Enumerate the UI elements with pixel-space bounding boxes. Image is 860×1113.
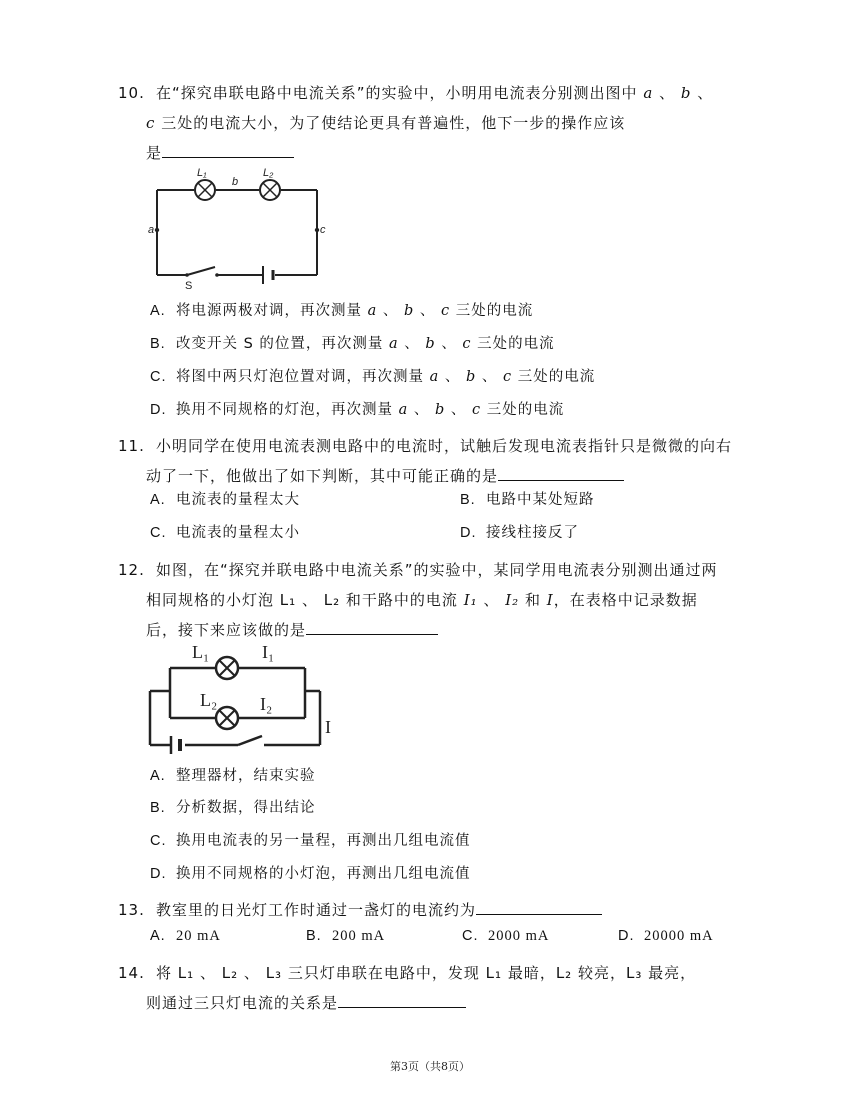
question-text: 三只灯串联在电路中，发现: [287, 964, 480, 982]
option-b[interactable]: [460, 490, 595, 510]
separator: 、: [483, 591, 500, 609]
question-number: 11.: [118, 437, 145, 455]
option-text: 20 mA: [176, 928, 221, 944]
option-text: 改变开关 S 的位置，再次测量: [176, 336, 384, 352]
separator: 、: [413, 402, 430, 418]
var-a: a: [643, 84, 654, 102]
var-a: a: [367, 303, 378, 319]
option-text: 电路中某处短路: [486, 492, 595, 508]
question-text: 则通过三只灯电流的关系是: [146, 994, 339, 1012]
option-label: B.: [306, 928, 322, 944]
symbol-l3: L₃: [265, 964, 283, 982]
question-text: ，在表格中记录数据: [553, 591, 698, 609]
option-a[interactable]: [150, 490, 300, 510]
option-c[interactable]: [150, 367, 595, 387]
question-10: [118, 78, 778, 168]
question-14: [118, 958, 778, 1018]
option-text: 换用不同规格的灯泡，再次测量: [176, 402, 393, 418]
option-a[interactable]: [150, 766, 316, 786]
question-text: 最亮，: [648, 964, 697, 982]
question-number: 14.: [118, 964, 145, 982]
option-label: B.: [460, 492, 476, 508]
separator: 、: [419, 303, 436, 319]
option-text: 接线柱接反了: [486, 525, 579, 541]
option-c[interactable]: [150, 523, 300, 543]
option-text: 三处的电流: [486, 402, 565, 418]
option-label: C.: [150, 833, 167, 849]
option-label: D.: [618, 928, 635, 944]
lamp-l1-icon: [195, 180, 215, 200]
var-a: a: [398, 402, 409, 418]
option-label: A.: [150, 928, 166, 944]
option-text: 20000 mA: [644, 928, 714, 944]
option-label: C.: [150, 525, 167, 541]
var-c: c: [146, 114, 156, 132]
question-text: 和干路中的电流: [345, 591, 458, 609]
option-text: 换用不同规格的小灯泡，再测出几组电流值: [176, 866, 471, 882]
question-text: 是: [146, 144, 163, 162]
answer-blank[interactable]: [476, 897, 602, 915]
question-text: 小明同学在使用电流表测电路中的电流时，试触后发现电流表指针只是微微的向右: [156, 437, 733, 455]
option-text: 将电源两极对调，再次测量: [176, 303, 362, 319]
symbol-l2: L₂: [555, 964, 573, 982]
option-label: D.: [460, 525, 477, 541]
question-number: 13.: [118, 901, 145, 919]
label-i1: I₁: [262, 642, 275, 662]
question-text: 三处的电流大小，为了使结论更具有普遍性，他下一步的操作应该: [161, 114, 626, 132]
symbol-l1: L₁: [485, 964, 503, 982]
option-text: 电流表的量程太小: [176, 525, 300, 541]
var-a: a: [389, 336, 399, 352]
separator: 、: [301, 591, 318, 609]
option-text: 2000 mA: [488, 928, 550, 944]
label-l2: L₂: [263, 167, 274, 179]
symbol-l2: L₂: [323, 591, 341, 609]
var-b: b: [425, 336, 436, 352]
separator: 、: [444, 369, 461, 385]
option-a[interactable]: [150, 926, 221, 946]
option-text: 三处的电流: [477, 336, 555, 352]
question-11: [118, 431, 778, 491]
symbol-i1: I₁: [463, 591, 478, 609]
option-b[interactable]: [150, 334, 555, 354]
option-d[interactable]: [150, 864, 471, 884]
var-c: c: [503, 369, 513, 385]
option-label: C.: [150, 369, 167, 385]
option-label: D.: [150, 402, 167, 418]
question-number: 10.: [118, 84, 145, 102]
var-b: b: [434, 402, 446, 418]
var-b: b: [465, 369, 477, 385]
question-text: 后，接下来应该做的是: [146, 621, 307, 639]
option-text: 三处的电流: [517, 369, 596, 385]
option-label: D.: [150, 866, 167, 882]
parallel-circuit-figure: [140, 638, 340, 758]
label-s: S: [185, 280, 193, 292]
question-text: 相同规格的小灯泡: [146, 591, 275, 609]
option-label: A.: [150, 303, 166, 319]
question-text: 较亮，: [577, 964, 626, 982]
option-text: 200 mA: [332, 928, 386, 944]
option-b[interactable]: [150, 798, 316, 818]
var-c: c: [462, 336, 472, 352]
separator: 、: [243, 964, 260, 982]
label-a: a: [148, 224, 155, 236]
option-d[interactable]: [460, 523, 579, 543]
symbol-i: I: [546, 591, 554, 609]
question-text: 教室里的日光灯工作时通过一盏灯的电流约为: [156, 901, 477, 919]
var-a: a: [429, 369, 440, 385]
lamp-l2-icon: [260, 180, 280, 200]
option-c[interactable]: [462, 926, 549, 946]
option-label: A.: [150, 768, 166, 784]
separator: 、: [659, 84, 676, 102]
var-b: b: [403, 303, 415, 319]
option-d[interactable]: [150, 400, 564, 420]
separator: 、: [697, 84, 714, 102]
label-l1: L₁: [197, 167, 207, 179]
option-b[interactable]: [306, 926, 385, 946]
series-circuit-figure: [145, 165, 330, 292]
option-label: B.: [150, 800, 166, 816]
option-d[interactable]: [618, 926, 714, 946]
var-b: b: [680, 84, 692, 102]
separator: 、: [404, 336, 420, 352]
option-text: 分析数据，得出结论: [176, 800, 316, 816]
question-text: 将: [156, 964, 173, 982]
separator: 、: [382, 303, 399, 319]
question-text: 最暗，: [507, 964, 556, 982]
label-i2: I₂: [260, 694, 273, 714]
symbol-l1: L₁: [279, 591, 297, 609]
option-a[interactable]: [150, 301, 533, 321]
symbol-l2: L₂: [221, 964, 239, 982]
question-text: 动了一下，他做出了如下判断，其中可能正确的是: [146, 467, 499, 485]
answer-blank[interactable]: [162, 140, 294, 158]
separator: 、: [441, 336, 457, 352]
answer-blank[interactable]: [338, 990, 466, 1008]
option-text: 整理器材，结束实验: [176, 768, 316, 784]
question-text: 如图，在“探究并联电路中电流关系”的实验中，某同学用电流表分别测出通过两: [156, 561, 718, 579]
separator: 、: [481, 369, 498, 385]
question-number: 12.: [118, 561, 145, 579]
option-label: B.: [150, 336, 166, 352]
separator: 、: [199, 964, 216, 982]
question-text: 在“探究串联电路中电流关系”的实验中，小明用电流表分别测出图中: [156, 84, 638, 102]
symbol-l3: L₃: [626, 964, 643, 982]
page-footer: 第3页（共8页）: [390, 1060, 470, 1073]
label-l1: L₁: [192, 642, 210, 662]
label-c: c: [320, 224, 326, 236]
lamp-l1-icon: [216, 657, 238, 679]
symbol-i2: I₂: [505, 591, 520, 609]
question-text: 和: [524, 591, 541, 609]
option-label: C.: [462, 928, 479, 944]
answer-blank[interactable]: [498, 463, 624, 481]
option-text: 换用电流表的另一量程，再测出几组电流值: [176, 833, 471, 849]
option-c[interactable]: [150, 831, 471, 851]
option-text: 电流表的量程太大: [176, 492, 300, 508]
battery-icon: [171, 736, 180, 754]
answer-blank[interactable]: [306, 617, 438, 635]
var-c: c: [472, 402, 482, 418]
question-12: [118, 555, 778, 645]
option-label: A.: [150, 492, 166, 508]
separator: 、: [450, 402, 467, 418]
option-text: 将图中两只灯泡位置对调，再次测量: [176, 369, 424, 385]
lamp-l2-icon: [216, 707, 238, 729]
var-c: c: [441, 303, 451, 319]
option-text: 三处的电流: [455, 303, 534, 319]
label-i: I: [325, 717, 331, 737]
question-13: [118, 895, 778, 925]
battery-icon: [263, 266, 273, 284]
label-l2: L₂: [200, 690, 218, 710]
label-b: b: [232, 176, 239, 188]
symbol-l1: L₁: [177, 964, 195, 982]
